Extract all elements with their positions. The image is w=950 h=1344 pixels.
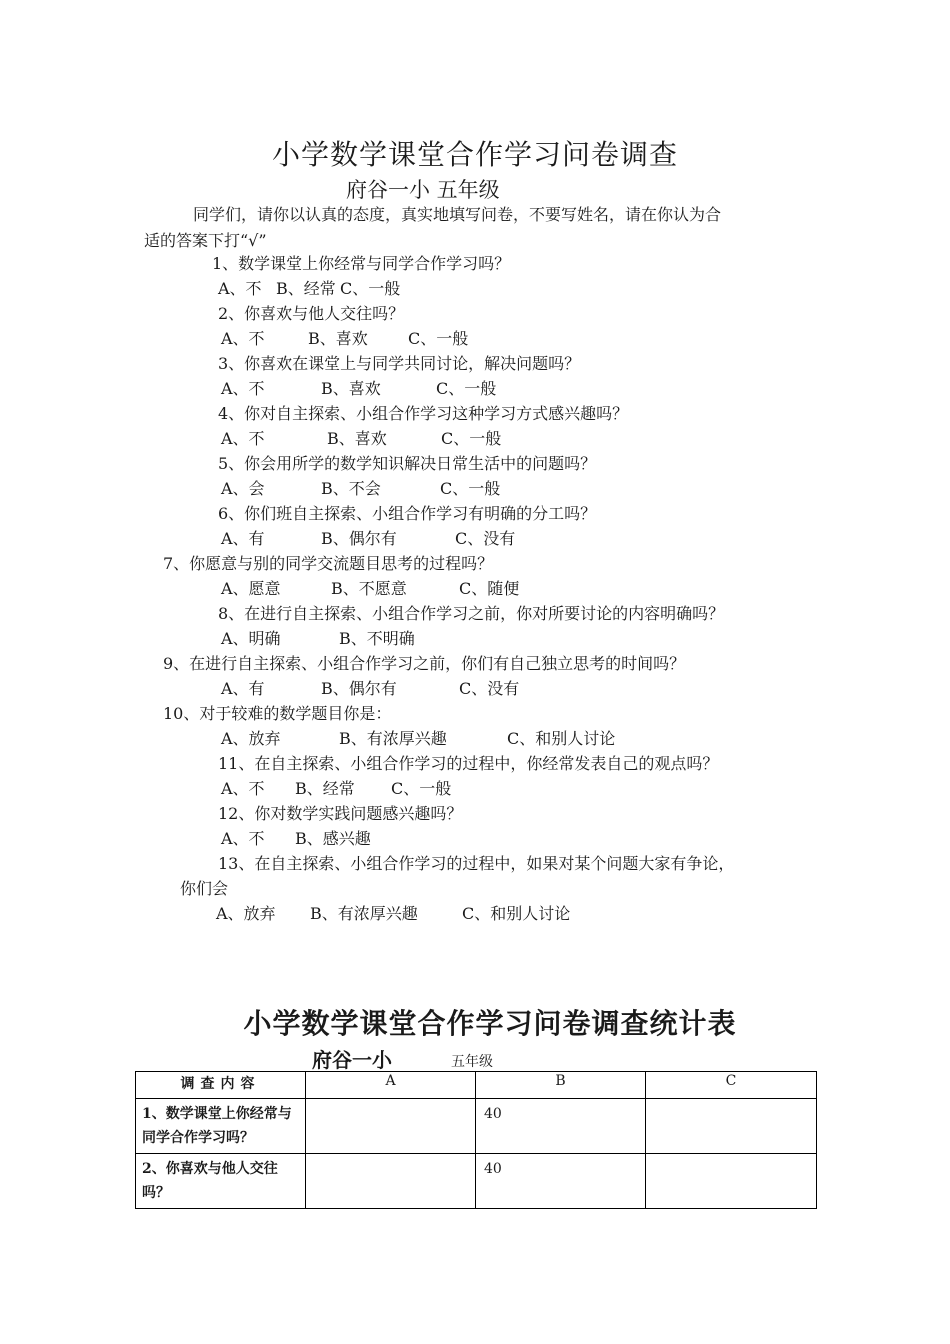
option-b[interactable]: B、不会: [321, 479, 381, 498]
option-b[interactable]: B、偶尔有: [321, 529, 397, 548]
option-c[interactable]: C、和别人讨论: [507, 729, 616, 748]
row-value-c[interactable]: [646, 1099, 817, 1154]
options-1: [218, 276, 400, 299]
options-6: [221, 526, 515, 549]
question-13-continued: 你们会: [180, 879, 229, 898]
option-b[interactable]: B、感兴趣: [295, 829, 371, 848]
question-2: 2、你喜欢与他人交往吗？: [218, 304, 405, 323]
options-10: [221, 726, 615, 749]
option-b[interactable]: B、不明确: [339, 629, 415, 648]
question-10: 10、对于较难的数学题目你是：: [163, 704, 392, 723]
option-a[interactable]: A、不: [221, 829, 265, 848]
option-b[interactable]: B、经常: [295, 779, 355, 798]
question-12: 12、你对数学实践问题感兴趣吗？: [218, 804, 463, 823]
survey-title: 小学数学课堂合作学习问卷调查: [271, 138, 678, 171]
survey-subtitle: 府谷一小 五年级: [346, 178, 500, 202]
table-row: [136, 1154, 817, 1209]
question-4: 4、你对自主探索、小组合作学习这种学习方式感兴趣吗？: [218, 404, 629, 423]
option-b[interactable]: B、不愿意: [331, 579, 407, 598]
option-c[interactable]: C、没有: [459, 679, 520, 698]
option-a[interactable]: A、不: [221, 329, 265, 348]
option-a[interactable]: A、不: [221, 429, 265, 448]
question-9: 9、在进行自主探索、小组合作学习之前，你们有自己独立思考的时间吗？: [163, 654, 686, 673]
option-b[interactable]: B、偶尔有: [321, 679, 397, 698]
options-11: [221, 776, 451, 799]
option-c[interactable]: C、随便: [459, 579, 520, 598]
option-c[interactable]: C、一般: [340, 279, 401, 298]
row-value-a[interactable]: [306, 1099, 476, 1154]
header-b: B: [476, 1072, 646, 1099]
option-a[interactable]: A、放弃: [216, 904, 276, 923]
option-b[interactable]: B、喜欢: [327, 429, 387, 448]
question-7: 7、你愿意与别的同学交流题目思考的过程吗？: [163, 554, 494, 573]
option-c[interactable]: C、和别人讨论: [462, 904, 571, 923]
options-8: [221, 626, 415, 649]
option-b[interactable]: B、喜欢: [321, 379, 381, 398]
option-b[interactable]: B、有浓厚兴趣: [339, 729, 447, 748]
header-a: A: [306, 1072, 476, 1099]
option-a[interactable]: A、放弃: [221, 729, 281, 748]
question-6: 6、你们班自主探索、小组合作学习有明确的分工吗？: [218, 504, 597, 523]
options-3: [221, 376, 496, 399]
option-c[interactable]: C、一般: [436, 379, 497, 398]
option-a[interactable]: A、愿意: [221, 579, 281, 598]
table-header-row: [136, 1072, 817, 1099]
question-1: 1、数学课堂上你经常与同学合作学习吗？: [212, 254, 511, 273]
options-7: [221, 576, 519, 599]
option-c[interactable]: C、一般: [440, 479, 501, 498]
options-9: [221, 676, 519, 699]
row-content: 1、数学课堂上你经常与同学合作学习吗？: [136, 1099, 306, 1154]
option-c[interactable]: C、一般: [408, 329, 469, 348]
option-b[interactable]: B、有浓厚兴趣: [310, 904, 418, 923]
intro-text-line2: 适的答案下打“√”: [144, 231, 267, 250]
options-12: [221, 826, 371, 849]
question-8: 8、在进行自主探索、小组合作学习之前，你对所要讨论的内容明确吗？: [218, 604, 725, 623]
stats-school: 府谷一小: [312, 1048, 392, 1072]
header-content: 调查内容: [136, 1072, 306, 1099]
option-a[interactable]: A、有: [221, 529, 265, 548]
option-c[interactable]: C、一般: [441, 429, 502, 448]
option-a[interactable]: A、明确: [221, 629, 281, 648]
option-a[interactable]: A、会: [221, 479, 265, 498]
options-2: [221, 326, 468, 349]
row-value-b[interactable]: 40: [476, 1099, 646, 1154]
question-3: 3、你喜欢在课堂上与同学共同讨论，解决问题吗？: [218, 354, 581, 373]
row-value-c[interactable]: [646, 1154, 817, 1209]
question-13: 13、在自主探索、小组合作学习的过程中，如果对某个问题大家有争论，: [218, 854, 735, 873]
option-c[interactable]: C、没有: [455, 529, 516, 548]
row-content: 2、你喜欢与他人交往吗？: [136, 1154, 306, 1209]
option-c[interactable]: C、一般: [391, 779, 452, 798]
table-row: [136, 1099, 817, 1154]
question-11: 11、在自主探索、小组合作学习的过程中，你经常发表自己的观点吗？: [218, 754, 719, 773]
intro-text-line1: 同学们，请你以认真的态度，真实地填写问卷，不要写姓名，请在你认为合: [193, 205, 722, 224]
option-a[interactable]: A、不: [221, 379, 265, 398]
option-b[interactable]: B、喜欢: [308, 329, 368, 348]
options-4: [221, 426, 501, 449]
question-5: 5、你会用所学的数学知识解决日常生活中的问题吗？: [218, 454, 597, 473]
stats-title: 小学数学课堂合作学习问卷调查统计表: [243, 1007, 737, 1040]
row-value-b[interactable]: 40: [476, 1154, 646, 1209]
option-b[interactable]: B、经常: [276, 279, 336, 298]
option-a[interactable]: A、不: [218, 279, 262, 298]
stats-grade: 五年级: [451, 1054, 493, 1070]
options-5: [221, 476, 500, 499]
options-13: [216, 901, 570, 924]
header-c: C: [646, 1072, 817, 1099]
row-value-a[interactable]: [306, 1154, 476, 1209]
stats-table: [135, 1071, 817, 1209]
option-a[interactable]: A、不: [221, 779, 265, 798]
option-a[interactable]: A、有: [221, 679, 265, 698]
